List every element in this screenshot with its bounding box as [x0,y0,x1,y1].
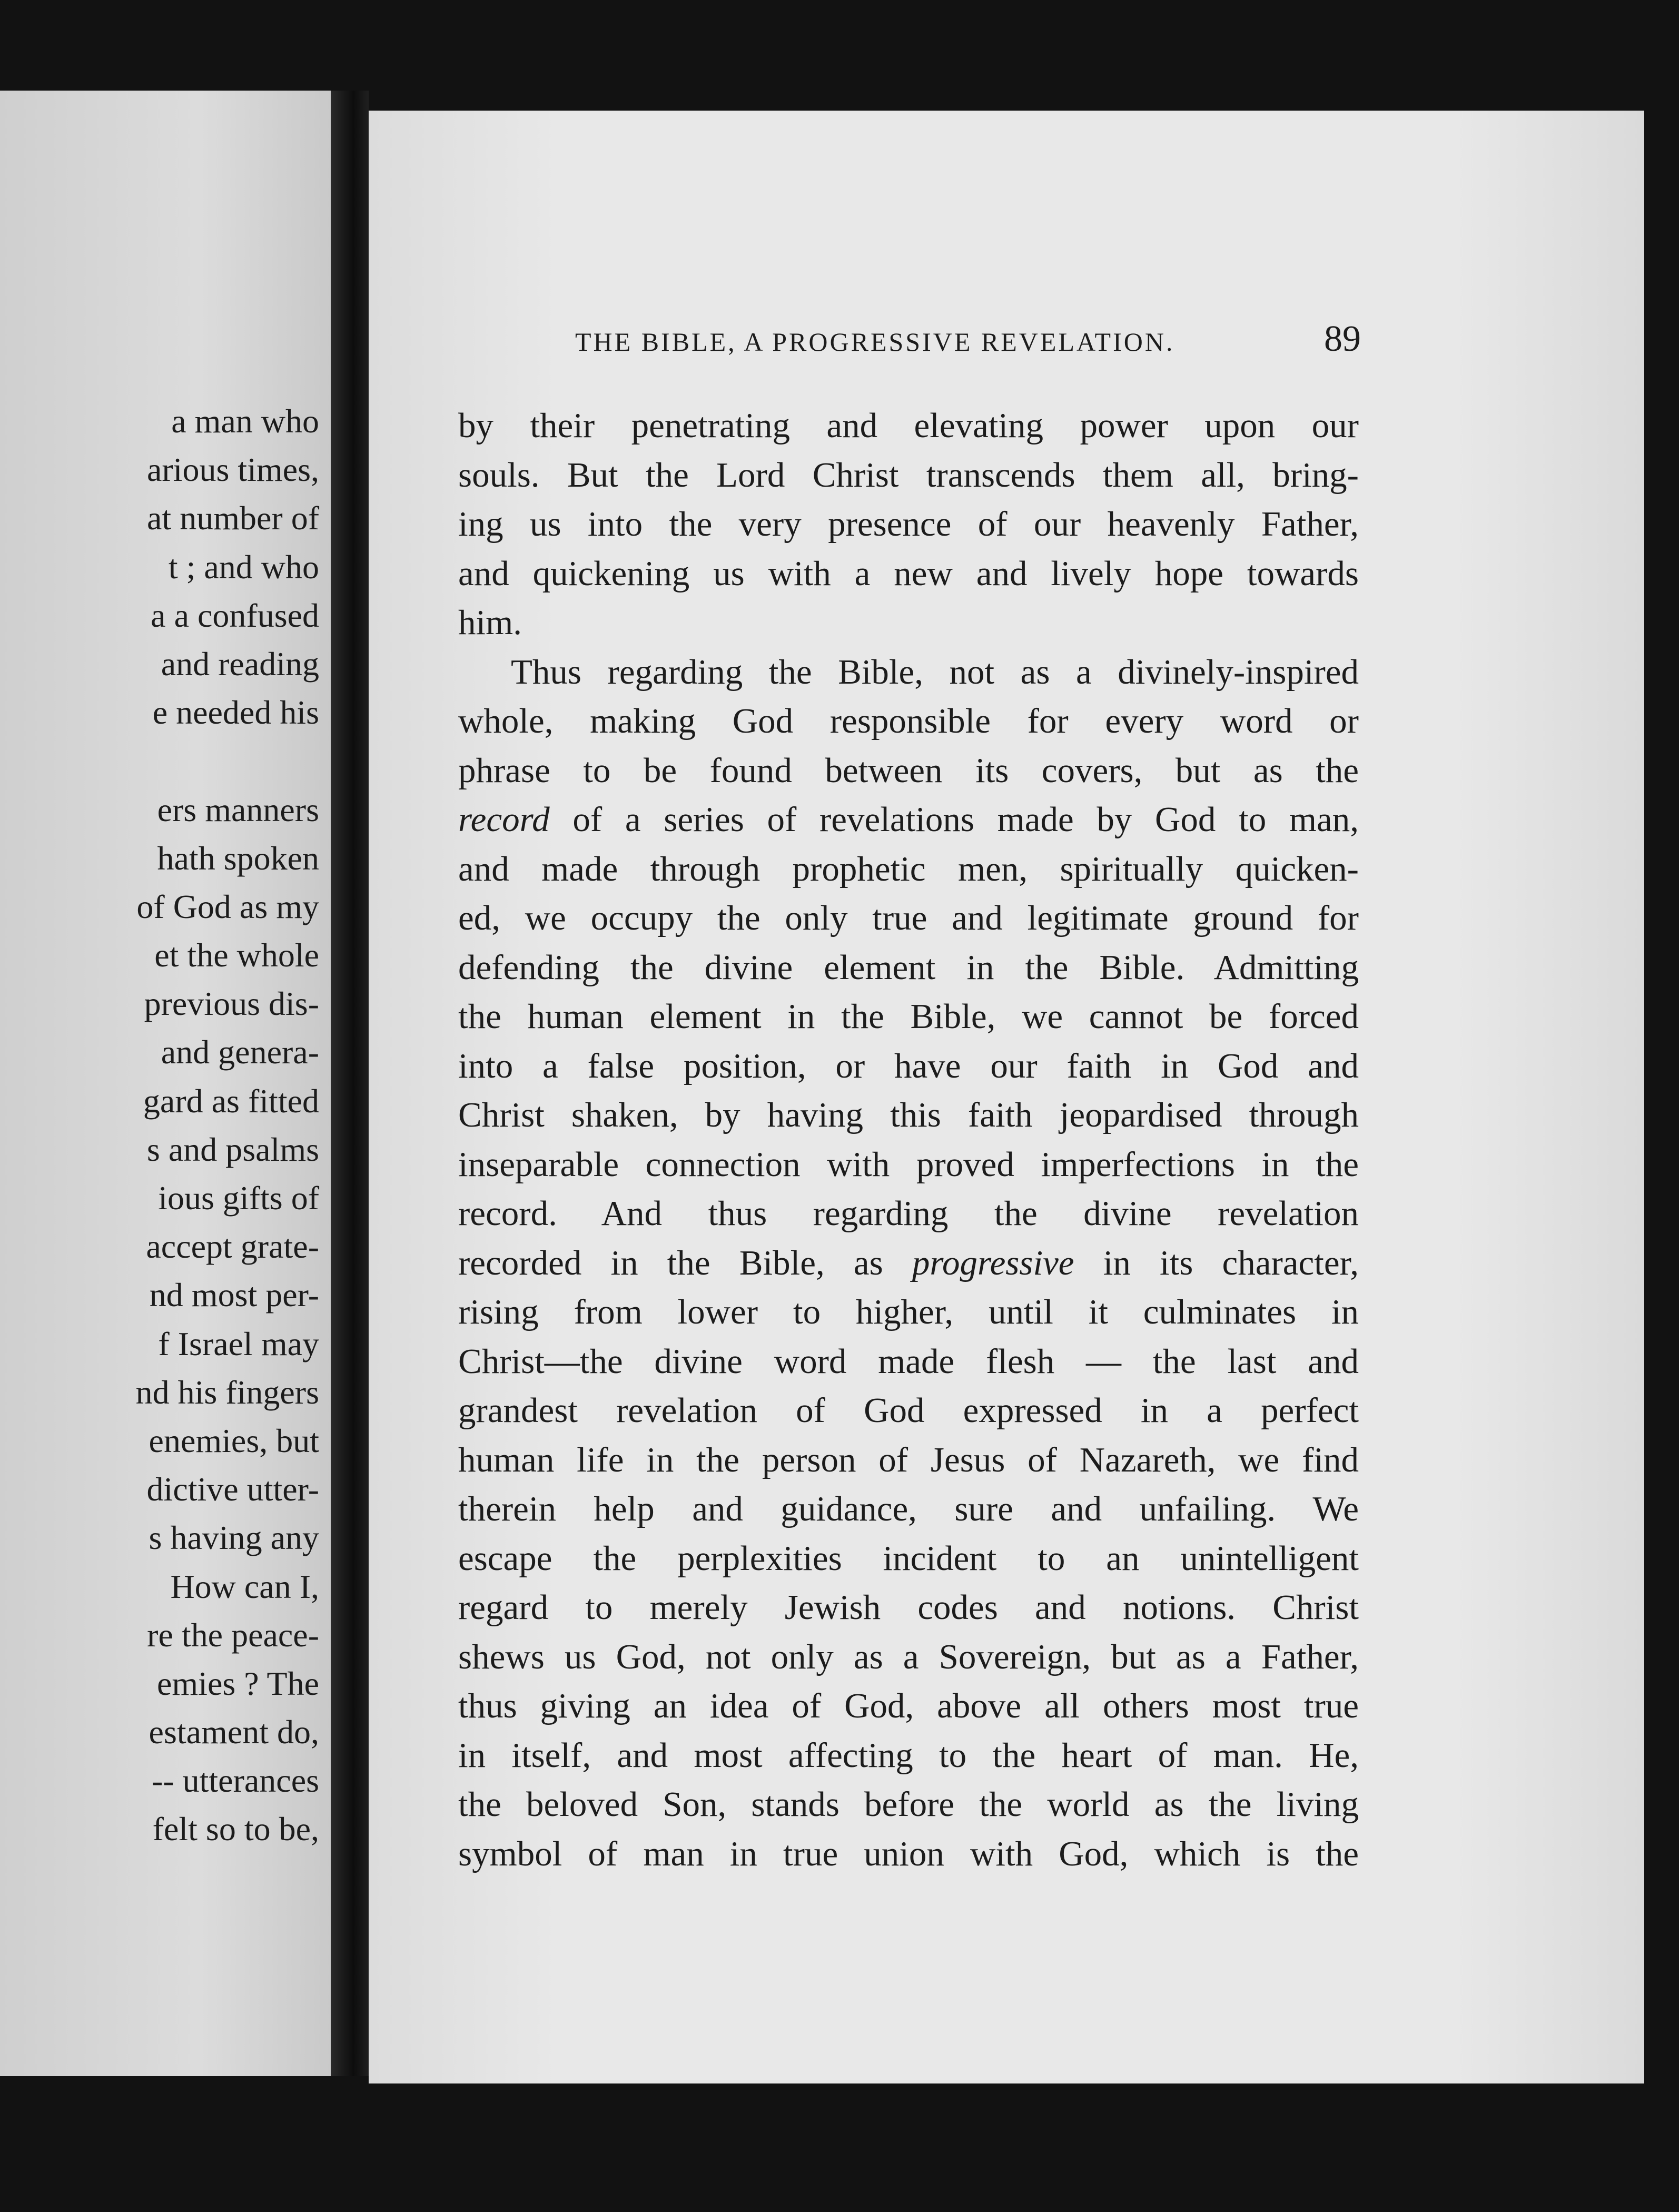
left-page-line: emies ? The [156,1664,319,1702]
text-line [458,401,1359,451]
text-line [458,1386,1359,1436]
text-segment: Christ shaken, by having this faith jeopardised through [458,1095,1359,1134]
text-line [458,1633,1359,1682]
text-segment: escape the perplexities incident to an unintelligent [458,1538,1359,1578]
left-page-line: et the whole [154,936,319,974]
left-page-line: at number of [147,499,319,537]
text-line [458,1534,1359,1584]
left-page-line: previous dis- [144,985,319,1023]
text-segment: and quickening us with a new and lively hope towards [458,554,1359,593]
text-segment: the beloved Son, stands before the world as the living [458,1785,1359,1824]
text-line [458,1436,1359,1485]
text-line [458,1140,1359,1190]
text-line [458,746,1359,796]
text-line [458,1288,1359,1337]
book-gutter [331,91,369,2076]
text-line [458,992,1359,1042]
text-line [458,1042,1359,1091]
left-page-line: estament do, [149,1713,319,1751]
text-segment: in itself, and most affecting to the heart of man. He, [458,1735,1359,1775]
left-page-line: accept grate- [146,1228,319,1266]
running-head [575,315,1361,362]
text-line [458,451,1359,500]
left-page-line: dictive utter- [146,1470,319,1508]
italic-segment: progressive [912,1243,1074,1282]
text-line [458,845,1359,894]
left-page-line: and genera- [161,1033,319,1071]
text-segment: record. And thus regarding the divine revelation [458,1194,1359,1233]
text-line [458,1091,1359,1140]
left-page-line: How can I, [170,1567,319,1605]
text-segment: regard to merely Jewish codes and notions. Christ [458,1588,1359,1627]
text-segment: and made through prophetic men, spiritually quicken- [458,849,1359,888]
text-line [458,1682,1359,1731]
left-page-line: a man who [171,402,319,440]
text-segment: therein help and guidance, sure and unfailing. We [458,1489,1359,1528]
text-line [458,648,1359,697]
left-page-line: ers manners [157,791,319,828]
text-segment: rising from lower to higher, until it culminates in [458,1292,1359,1331]
left-page-line: re the peace- [147,1616,319,1654]
text-line [458,1189,1359,1239]
left-page-line: ious gifts of [158,1179,319,1217]
text-line [458,598,1359,648]
left-page-line: -- utterances [151,1762,319,1800]
left-page [0,91,331,2076]
text-line [458,795,1359,845]
left-page-line: e needed his [152,694,319,732]
text-segment: thus giving an idea of God, above all others most true [458,1686,1359,1725]
left-page-line: hath spoken [157,839,319,877]
text-segment: human life in the person of Jesus of Nazareth, we find [458,1440,1359,1479]
italic-segment: record [458,800,550,839]
left-page-line: a a confused [151,596,319,634]
text-line [458,1731,1359,1781]
left-page-line: enemies, but [149,1421,319,1459]
page-number: 89 [1324,319,1361,359]
body-text [458,401,1359,1879]
left-page-line: f Israel may [158,1325,319,1362]
text-segment: symbol of man in true union with God, which is the [458,1834,1359,1873]
left-page-line: t ; and who [168,548,319,586]
text-line [458,943,1359,993]
left-page-text [136,397,319,1854]
text-line [458,697,1359,746]
text-segment: whole, making God responsible for every word or [458,702,1359,740]
text-segment: the human element in the Bible, we cannot be forced [458,997,1359,1036]
text-line [458,1780,1359,1830]
text-line [458,1337,1359,1387]
text-segment: inseparable connection with proved imperfections in the [458,1144,1359,1184]
text-segment: shews us God, not only as a Sovereign, but as a Father, [458,1637,1359,1676]
left-page-line: gard as fitted [143,1082,319,1120]
text-segment: defending the divine element in the Bible. Admitting [458,947,1359,987]
text-segment: by their penetrating and elevating power upon our [458,406,1359,445]
left-page-line: nd most per- [149,1276,319,1314]
text-line [458,500,1359,549]
text-segment: ed, we occupy the only true and legitimate ground for [458,898,1359,937]
text-segment: ing us into the very presence of our heavenly Father, [458,505,1359,544]
left-page-line: felt so to be, [152,1810,319,1848]
left-page-line: arious times, [146,451,319,489]
text-line [458,1830,1359,1879]
text-line [458,1485,1359,1534]
text-segment: grandest revelation of God expressed in a perfect [458,1391,1359,1430]
left-page-line: s and psalms [146,1130,319,1168]
text-line [458,1239,1359,1288]
text-segment: into a false position, or have our faith in God and [458,1046,1359,1085]
text-segment: of a series of revelations made by God to man, [549,800,1359,839]
text-segment: in its character, [1074,1243,1359,1282]
text-line [458,1583,1359,1633]
left-page-line: and reading [161,645,319,683]
text-line [458,549,1359,599]
text-segment: phrase to be found between its covers, but as the [458,750,1359,790]
left-page-line [136,737,319,785]
left-page-line: of God as my [136,887,319,925]
text-segment: Christ—the divine word made flesh — the last and [458,1341,1359,1381]
text-line [458,894,1359,943]
text-segment: him. [458,603,522,642]
text-segment: souls. But the Lord Christ transcends them all, bring- [458,455,1359,495]
text-segment: Thus regarding the Bible, not as a divinely-inspired [511,652,1359,692]
left-page-line: nd his fingers [135,1373,319,1411]
left-page-line: s having any [149,1519,319,1557]
text-segment: recorded in the Bible, as [458,1243,912,1282]
running-title: THE BIBLE, A PROGRESSIVE REVELATION. [575,327,1175,357]
